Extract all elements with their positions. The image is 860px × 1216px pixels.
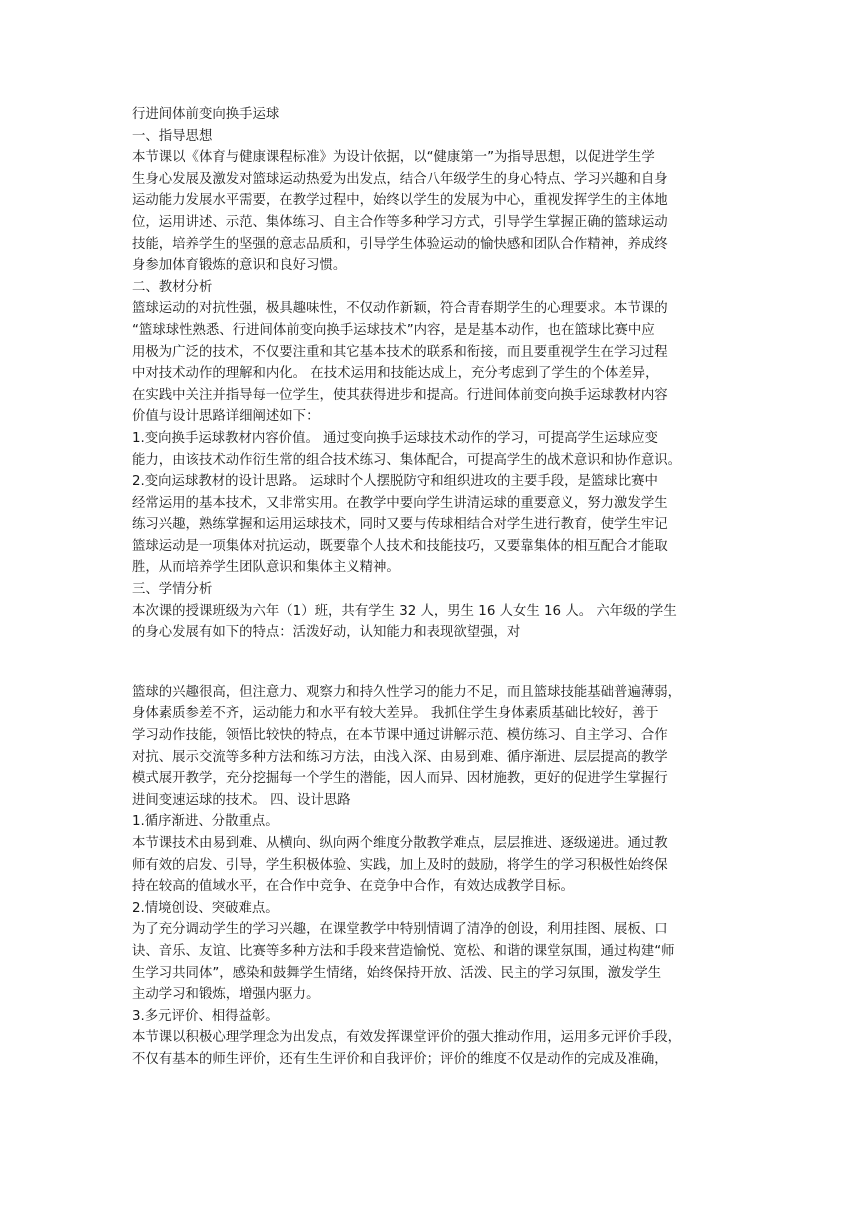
paragraph-line: 练习兴趣，熟练掌握和运用运球技术，同时又要与传球相结合对学生进行教育，使学生牢记 [132, 517, 668, 533]
paragraph-line: 本节课以积极心理学理念为出发点，有效发挥课堂评价的强大推动作用，运用多元评价手段， [132, 1030, 682, 1046]
paragraph-line: 中对技术动作的理解和内化。 在技术运用和技能达成上，充分考虑到了学生的个体差异， [132, 366, 659, 382]
section-heading-learner-analysis: 三、学情分析 [132, 582, 213, 598]
paragraph-line: 学习动作技能，领悟比较快的特点，在本节课中通过讲解示范、模仿练习、自主学习、合作 [132, 728, 668, 744]
document-title: 行进间体前变向换手运球 [132, 107, 280, 122]
paragraph-line: 身参加体育锻炼的意识和良好习惯。 [132, 258, 347, 274]
paragraph-line: 篮球运动是一项集体对抗运动，既要靠个人技术和技能技巧，又要靠集体的相互配合才能取 [132, 538, 668, 554]
paragraph-line: 进间变速运球的技术。 四、设计思路 [132, 792, 351, 808]
paragraph-line: 能力，由该技术动作衍生常的组合技术练习、集体配合，可提高学生的战术意识和协作意识。 [132, 452, 682, 468]
paragraph-line: 师有效的启发、引导，学生积极体验、实践，加上及时的鼓励，将学生的学习积极性始终保 [132, 857, 668, 873]
subheading-situation-creation: 2.情境创设、突破难点。 [132, 900, 279, 916]
paragraph-line: 不仅有基本的师生评价，还有生生评价和自我评价；评价的维度不仅是动作的完成及准确， [132, 1051, 668, 1067]
paragraph-line: 经常运用的基本技术，又非常实用。在教学中要向学生讲清运球的重要意义，努力激发学生 [132, 495, 668, 511]
document-body [132, 104, 732, 1071]
subheading-gradual-progress: 1.循序渐进、分散重点。 [132, 814, 279, 830]
paragraph-line: 位，运用讲述、示范、集体练习、自主合作等多种学习方式，引导学生掌握正确的篮球运动 [132, 214, 668, 230]
paragraph-line: 技能，培养学生的坚强的意志品质和，引导学生体验运动的愉快感和团队合作精神，养成终 [132, 236, 668, 252]
paragraph-gap [132, 644, 732, 682]
paragraph-line: 运动能力发展水平需要，在教学过程中，始终以学生的发展为中心，重视发挥学生的主体地 [132, 193, 668, 209]
paragraph-line: 胜，从而培养学生团队意识和集体主义精神。 [132, 560, 400, 576]
paragraph-line: 本节课技术由易到难、从横向、纵向两个维度分散教学难点，层层推进、逐级递进。通过教 [132, 836, 668, 851]
paragraph-line: 价值与设计思路详细阐述如下： [132, 409, 320, 425]
paragraph-line: 生学习共同体”，感染和鼓舞学生情绪，始终保持开放、活泼、民主的学习氛围，激发学生 [132, 965, 662, 981]
paragraph-line: 1.变向换手运球教材内容价值。 通过变向换手运球技术动作的学习，可提高学生运球应变 [132, 430, 658, 446]
paragraph-line: 持在较高的值域水平，在合作中竞争、在竞争中合作，有效达成教学目标。 [132, 879, 574, 895]
paragraph-line: 对抗、展示交流等多种方法和练习方法，由浅入深、由易到难、循序渐进、层层提高的教学 [132, 749, 668, 765]
paragraph-line: 生身心发展及激发对篮球运动热爱为出发点，结合八年级学生的身心特点、学习兴趣和自身 [132, 171, 668, 187]
paragraph-line: “篮球球性熟悉、行进间体前变向换手运球技术”内容，是是基本动作，也在篮球比赛中应 [132, 322, 655, 338]
paragraph-line: 篮球运动的对抗性强，极具趣味性，不仅动作新颖，符合青春期学生的心理要求。本节课的 [132, 301, 668, 317]
paragraph-line: 身体素质参差不齐，运动能力和水平有较大差异。 我抓住学生身体素质基础比较好，善于 [132, 706, 659, 722]
paragraph-line: 主动学习和锻炼，增强内驱力。 [132, 987, 320, 1003]
paragraph-line: 本次课的授课班级为六年（1）班，共有学生 32 人，男生 16 人女生 16 人。 六年级的学生 [132, 603, 677, 619]
paragraph-line: 篮球的兴趣很高，但注意力、观察力和持久性学习的能力不足，而且篮球技能基础普遍薄弱， [132, 684, 682, 700]
paragraph-line: 的身心发展有如下的特点：活泼好动，认知能力和表现欲望强，对 [132, 625, 521, 641]
paragraph-line: 为了充分调动学生的学习兴趣，在课堂教学中特别情调了清净的创设，利用挂图、展板、口 [132, 922, 668, 938]
paragraph-line: 用极为广泛的技术，不仅要注重和其它基本技术的联系和衔接，而且要重视学生在学习过程 [132, 344, 668, 360]
paragraph-line: 本节课以《体育与健康课程标准》为设计依据，以“健康第一”为指导思想，以促进学生学 [132, 150, 655, 166]
paragraph-line: 2.变向运球教材的设计思路。 运球时个人摆脱防守和组织进攻的主要手段，是篮球比赛中 [132, 474, 658, 490]
subheading-diverse-evaluation: 3.多元评价、相得益彰。 [132, 1008, 279, 1024]
section-heading-guiding-idea: 一、指导思想 [132, 128, 213, 144]
paragraph-line: 在实践中关注并指导每一位学生，使其获得进步和提高。行进间体前变向换手运球教材内容 [132, 387, 668, 403]
paragraph-line: 模式展开教学，充分挖掘每一个学生的潜能，因人而异、因材施教，更好的促进学生掌握行 [132, 771, 668, 787]
paragraph-line: 诀、音乐、友谊、比赛等多种方法和手段来营造愉悦、宽松、和谐的课堂氛围，通过构建“师 [132, 943, 675, 959]
section-heading-material-analysis: 二、教材分析 [132, 279, 213, 295]
